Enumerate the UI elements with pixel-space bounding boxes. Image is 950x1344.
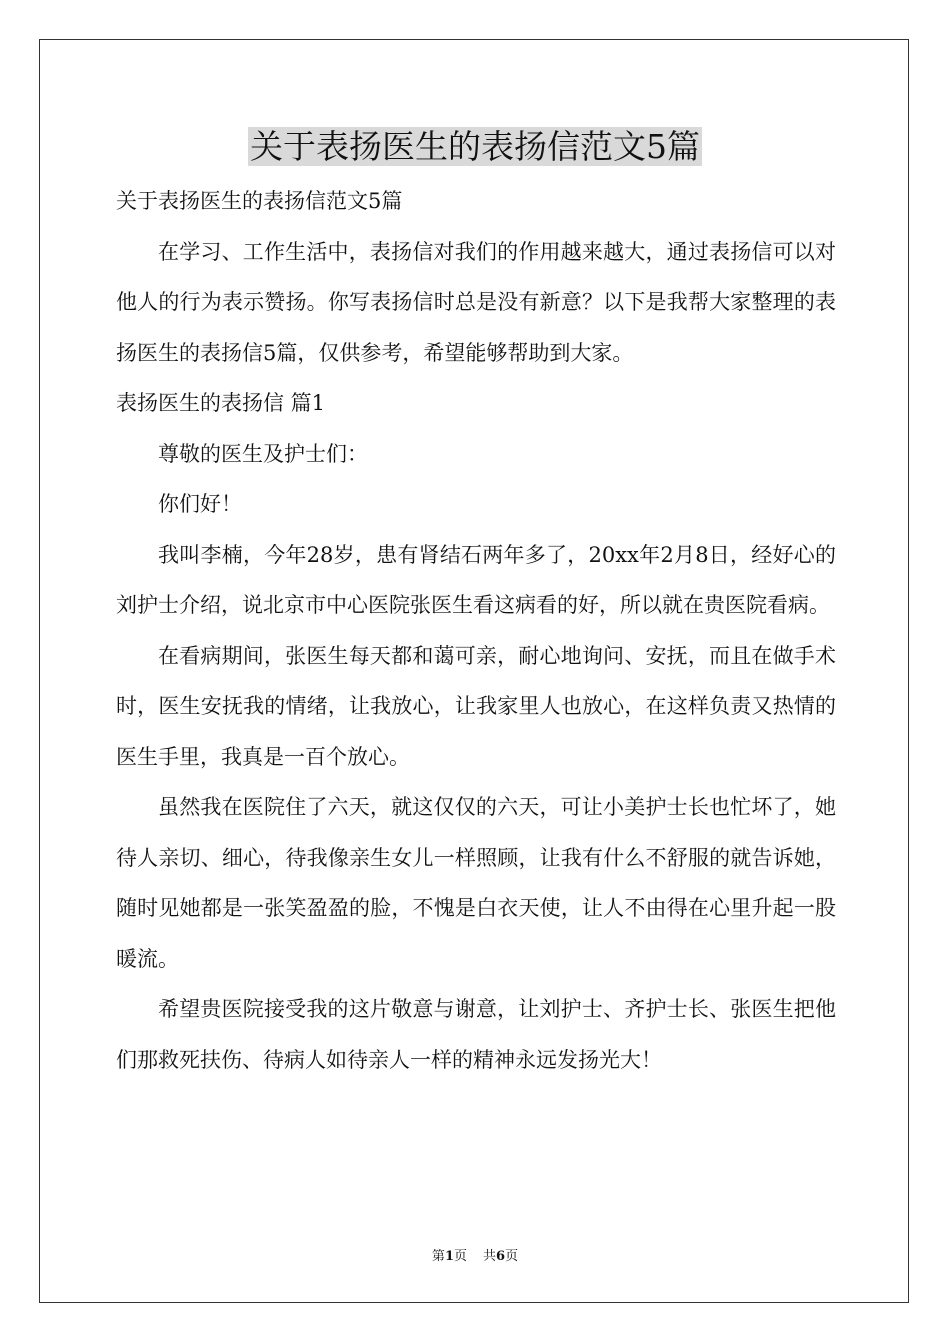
document-title-text: 关于表扬医生的表扬信范文5篇 xyxy=(250,127,700,166)
paragraph-3: 尊敬的医生及护士们： xyxy=(158,441,368,466)
paragraph-6: 在看病期间，张医生每天都和蔼可亲，耐心地询问、安抚，而且在做手术时，医生安抚我的情绪，让我放心，让我家里人也放心，在这样负责又热情的医生手里，我真是一百个放心。 xyxy=(116,643,836,769)
page-footer xyxy=(0,1248,950,1266)
paragraph-2: 表扬医生的表扬信 篇1 xyxy=(116,391,326,415)
page-current: 1 xyxy=(444,1249,454,1264)
page-total: 6 xyxy=(496,1249,506,1264)
document-title xyxy=(0,124,950,170)
paragraph-4: 你们好！ xyxy=(158,492,242,516)
document-body xyxy=(116,176,836,1085)
total-suffix: 页 xyxy=(505,1249,519,1264)
paragraph-8: 希望贵医院接受我的这片敬意与谢意，让刘护士、齐护士长、张医生把他们那救死扶伤、待病人如待亲人一样的精神永远发扬光大！ xyxy=(116,997,836,1072)
paragraph-1: 在学习、工作生活中，表扬信对我们的作用越来越大，通过表扬信可以对他人的行为表示赞扬。你写表扬信时总是没有新意？以下是我帮大家整理的表扬医生的表扬信5篇，仅供参考，希望能够帮助到大家。 xyxy=(116,239,836,365)
paragraph-5: 我叫李楠，今年28岁，患有肾结石两年多了，20xx年2月8日，经好心的刘护士介绍，说北京市中心医院张医生看这病看的好，所以就在贵医院看病。 xyxy=(116,542,836,617)
paragraph-0: 关于表扬医生的表扬信范文5篇 xyxy=(116,189,403,213)
paragraph-7: 虽然我在医院住了六天，就这仅仅的六天，可让小美护士长也忙坏了，她待人亲切、细心，待我像亲生女儿一样照顾，让我有什么不舒服的就告诉她，随时见她都是一张笑盈盈的脸，不愧是白衣天使，让人不由得在心里升起一股暖流。 xyxy=(116,795,836,971)
page-prefix: 第 xyxy=(431,1249,445,1264)
page-suffix: 页 xyxy=(453,1249,467,1264)
total-prefix: 共 xyxy=(483,1249,497,1264)
